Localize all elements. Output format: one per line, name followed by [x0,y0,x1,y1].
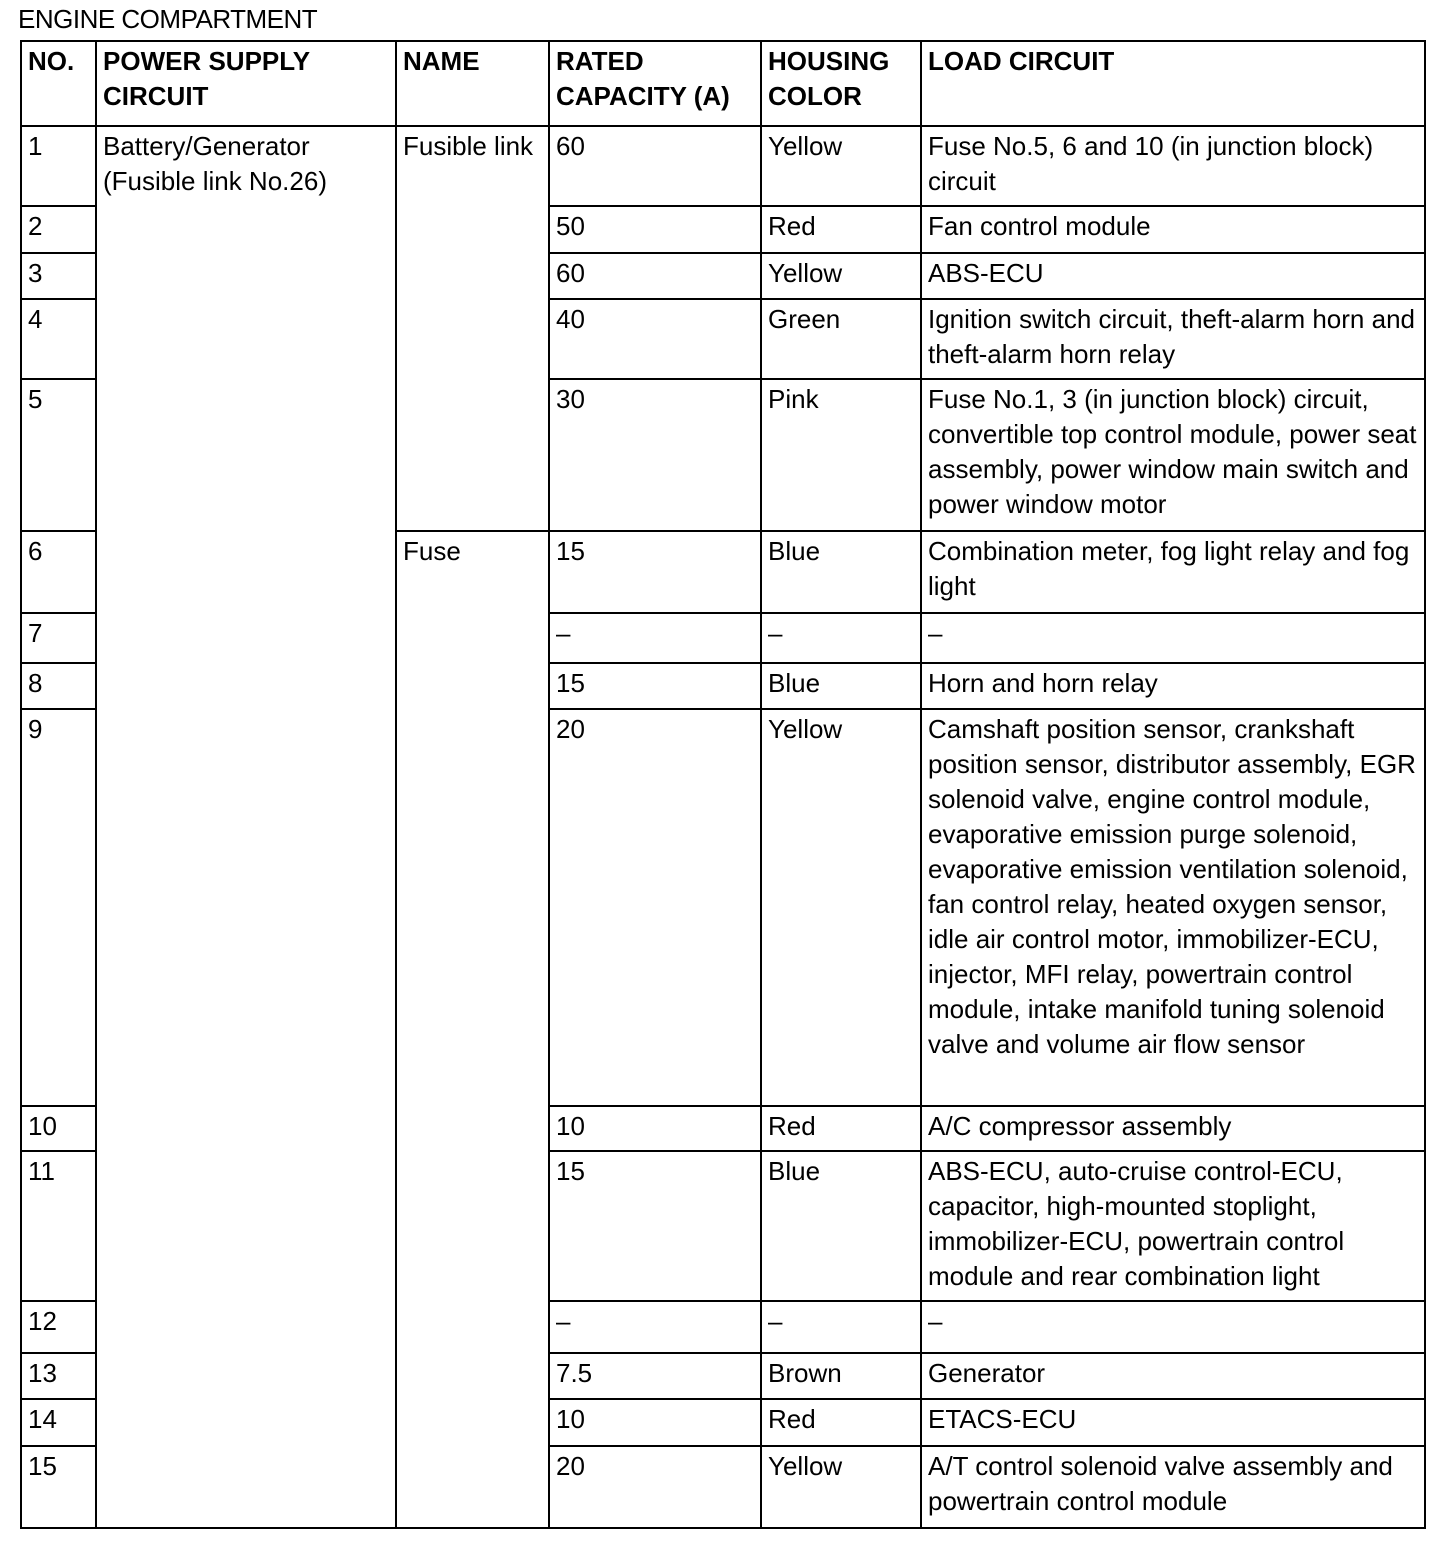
cell-load-circuit: ABS-ECU [921,253,1425,299]
cell-load-circuit: Horn and horn relay [921,663,1425,709]
cell-housing-color: Blue [761,1151,921,1301]
cell-housing-color: Pink [761,379,921,531]
cell-load-circuit: Fuse No.5, 6 and 10 (in junction block) circuit [921,126,1425,206]
cell-load-circuit: Camshaft position sensor, crankshaft position sensor, distributor assembly, EGR solenoid valve, engine control module, evaporative emission purge solenoid, evaporative emission ventilation solenoid, fan control relay, heated oxygen sensor, idle air control motor, immobilizer-ECU, injector, MFI relay, powertrain control module, intake manifold tuning solenoid valve and volume air flow sensor [921,709,1425,1106]
table-body [21,126,1425,1528]
cell-no: 8 [21,663,96,709]
cell-no: 14 [21,1399,96,1446]
cell-power-supply: Battery/Generator (Fusible link No.26) [96,126,396,1528]
cell-rated-capacity: – [549,613,761,663]
cell-rated-capacity: 15 [549,1151,761,1301]
cell-rated-capacity: – [549,1301,761,1353]
cell-load-circuit: – [921,1301,1425,1353]
cell-rated-capacity: 20 [549,1446,761,1528]
cell-load-circuit: Fuse No.1, 3 (in junction block) circuit, convertible top control module, power seat assembly, power window main switch and power window motor [921,379,1425,531]
header-name: NAME [396,41,549,126]
cell-load-circuit: Combination meter, fog light relay and fog light [921,531,1425,613]
cell-no: 1 [21,126,96,206]
header-rated-capacity: RATED CAPACITY (A) [549,41,761,126]
cell-load-circuit: ABS-ECU, auto-cruise control-ECU, capacitor, high-mounted stoplight, immobilizer-ECU, powertrain control module and rear combination light [921,1151,1425,1301]
cell-rated-capacity: 15 [549,663,761,709]
cell-housing-color: Brown [761,1353,921,1399]
cell-no: 7 [21,613,96,663]
cell-no: 3 [21,253,96,299]
table-row [21,126,1425,206]
cell-rated-capacity: 30 [549,379,761,531]
cell-housing-color: Yellow [761,1446,921,1528]
cell-housing-color: – [761,1301,921,1353]
cell-name-fusible-link: Fusible link [396,126,549,531]
cell-rated-capacity: 40 [549,299,761,379]
cell-housing-color: Red [761,1399,921,1446]
section-title: ENGINE COMPARTMENT [18,4,318,34]
cell-housing-color: Yellow [761,709,921,1106]
cell-rated-capacity: 10 [549,1399,761,1446]
cell-rated-capacity: 20 [549,709,761,1106]
header-housing-color: HOUSING COLOR [761,41,921,126]
cell-rated-capacity: 7.5 [549,1353,761,1399]
cell-load-circuit: Generator [921,1353,1425,1399]
header-power-supply: POWER SUPPLY CIRCUIT [96,41,396,126]
cell-housing-color: Yellow [761,126,921,206]
cell-housing-color: Blue [761,531,921,613]
cell-housing-color: Green [761,299,921,379]
cell-load-circuit: A/C compressor assembly [921,1106,1425,1151]
cell-load-circuit: – [921,613,1425,663]
fuse-table [20,40,1426,1529]
cell-no: 10 [21,1106,96,1151]
cell-no: 11 [21,1151,96,1301]
cell-rated-capacity: 60 [549,253,761,299]
cell-no: 6 [21,531,96,613]
cell-load-circuit: ETACS-ECU [921,1399,1425,1446]
cell-no: 15 [21,1446,96,1528]
cell-rated-capacity: 60 [549,126,761,206]
cell-no: 2 [21,206,96,253]
cell-no: 13 [21,1353,96,1399]
cell-housing-color: Red [761,1106,921,1151]
cell-housing-color: – [761,613,921,663]
cell-no: 5 [21,379,96,531]
cell-no: 12 [21,1301,96,1353]
cell-no: 4 [21,299,96,379]
cell-name-fuse: Fuse [396,531,549,1528]
cell-load-circuit: Fan control module [921,206,1425,253]
header-no: NO. [21,41,96,126]
cell-load-circuit: Ignition switch circuit, theft-alarm horn and theft-alarm horn relay [921,299,1425,379]
cell-rated-capacity: 10 [549,1106,761,1151]
cell-housing-color: Blue [761,663,921,709]
cell-load-circuit: A/T control solenoid valve assembly and powertrain control module [921,1446,1425,1528]
header-row [21,41,1425,126]
cell-rated-capacity: 50 [549,206,761,253]
cell-rated-capacity: 15 [549,531,761,613]
cell-housing-color: Yellow [761,253,921,299]
cell-no: 9 [21,709,96,1106]
header-load-circuit: LOAD CIRCUIT [921,41,1425,126]
cell-housing-color: Red [761,206,921,253]
